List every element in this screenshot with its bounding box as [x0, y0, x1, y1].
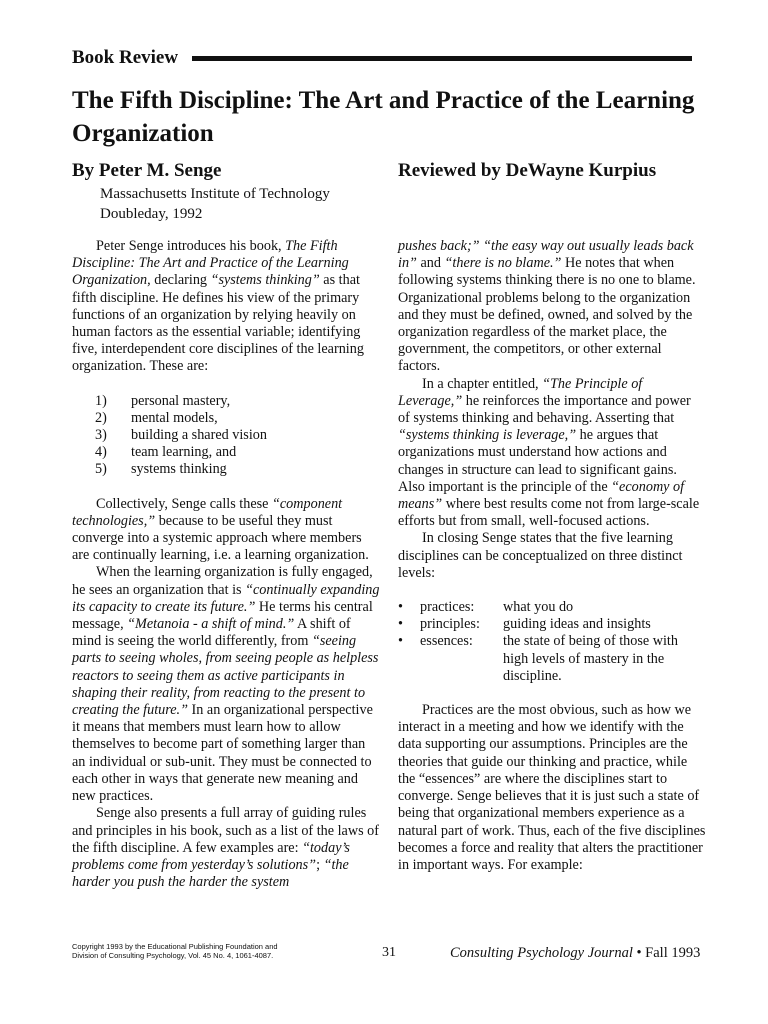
list-item: 2) mental models, — [95, 409, 218, 426]
list-item: 3) building a shared vision — [95, 427, 267, 444]
paragraph: Senge also presents a full array of guiding rules and principles in his book, such as a list of the laws of the fifth discipline. A few examples are: “today’s problems come from yesterday’s solutions”; “the harder you push the harder the system — [72, 805, 379, 891]
paragraph: Collectively, Senge calls these “component technologies,” because to be useful they must converge into a systemic approach where members are continually learning, i.e. a learning organization. — [72, 495, 369, 564]
disciplines-list — [95, 393, 380, 479]
list-item: • practices: what you do — [398, 599, 574, 616]
paragraph: pushes back;” “the easy way out usually leads back in” and “there is no blame.” He notes that when following systems thinking there is no one to blame. Organizational problems belong to the organization and they must be defined, owned, and solved by the organization regardless of the market place, the government, the competitors, or other external factors. — [398, 238, 696, 375]
list-item: • essences: the state of being of those with high levels of mastery in the discipline. — [398, 633, 678, 684]
paragraph: In a chapter entitled, “The Principle of Leverage,” he reinforces the importance and power of systems thinking and behaving. Asserting that “systems thinking is leverage,” he argues that organizations must understand how actions and changes in structure can lead to significant gains. Also important is the principle of the “economy of means” where best results come not from large-scale efforts but from small, well-focused actions. — [398, 375, 700, 530]
list-item: 5) systems thinking — [95, 461, 227, 478]
reviewer-name: Reviewed by DeWayne Kurpius — [398, 160, 657, 181]
paragraph: Peter Senge introduces his book, The Fifth Discipline: The Art and Practice of the Learning Organization, declaring “systems thinking” as that fifth discipline. He defines his view of the primary functions of an organization by relying heavily on human factors as the essential variable; identifying five, interdependent core disciplines of the learning organization. These are: — [72, 238, 364, 375]
list-item: • principles: guiding ideas and insights — [398, 616, 651, 633]
paragraph: When the learning organization is fully engaged, he sees an organization that is “continually expanding its capacity to create its future.” He terms his central message, “Metanoia - a shift of mind.” A shift of mind is seeing the world differently, from “seeing parts to seeing wholes, from seeing people as helpless reactors to seeing them as active participants in shaping their reality, from reacting to the present to creating the future.” In an organizational perspective it means that members must learn how to allow themselves to become part of something larger than an individual or sub-unit. They must be connected to each other in ways that generate new meaning and new practices. — [72, 564, 380, 805]
levels-list — [398, 599, 706, 685]
section-kicker: Book Review — [72, 47, 179, 68]
copyright-notice: Copyright 1993 by the Educational Publishing Foundation and Division of Consulting Psychology, Vol. 45 No. 4, 1061-4087. — [72, 942, 278, 960]
institution: Massachusetts Institute of Technology — [100, 186, 330, 202]
publisher: Doubleday, 1992 — [100, 206, 203, 222]
left-column — [72, 238, 380, 891]
right-column — [398, 238, 706, 874]
review-title: The Fifth Discipline: The Art and Practice of the Learning Organization — [72, 87, 695, 147]
paragraph: Practices are the most obvious, such as how we interact in a meeting and how we identify with the data supporting our assumptions. Principles are the theories that guide our thinking and practice, while the “essences” are where the disciplines start to converge. Senge believes that it is just such a state of being that organizational members experience as a natural part of work. Thus, each of the five disciplines becomes a force and reality that alters the practitioner in important ways. For example: — [398, 702, 706, 873]
journal-footer: Consulting Psychology Journal • Fall 1993 — [450, 945, 701, 961]
book-author: By Peter M. Senge — [72, 160, 222, 181]
list-item: 1) personal mastery, — [95, 392, 231, 409]
paragraph: In closing Senge states that the five learning disciplines can be conceptualized on three distinct levels: — [398, 530, 683, 581]
author-affiliation — [100, 184, 330, 224]
header-rule — [192, 56, 692, 61]
page-number: 31 — [382, 945, 396, 960]
list-item: 4) team learning, and — [95, 444, 237, 461]
